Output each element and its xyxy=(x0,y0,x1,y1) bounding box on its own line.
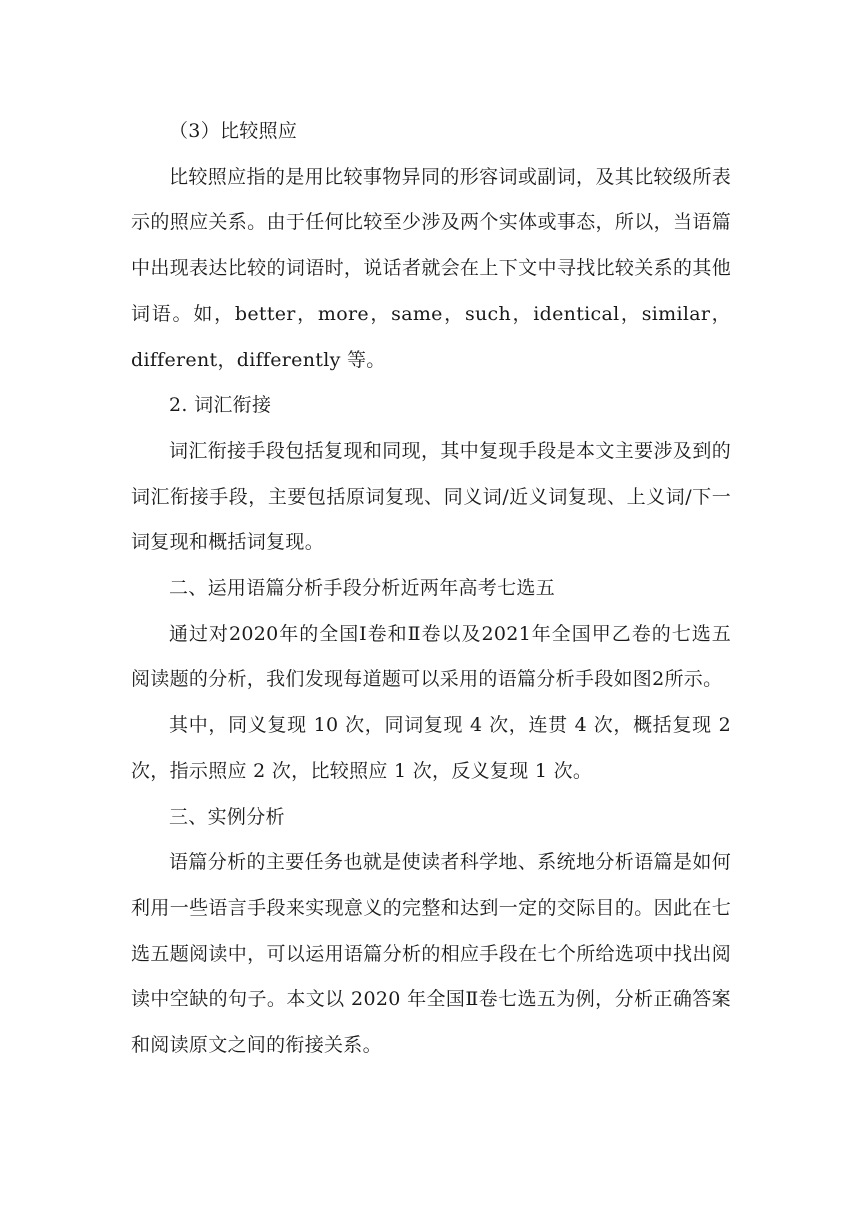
section-heading-three: 三、实例分析 xyxy=(169,805,285,828)
section-heading-lexical-cohesion: 2. 词汇衔接 xyxy=(169,394,272,417)
paragraph-case-analysis: 语篇分析的主要任务也就是使读者科学地、系统地分析语篇是如何利用一些语言手段来实现意义的完整和达到一定的交际目的。因此在七选五题阅读中，可以运用语篇分析的相应手段在七个所给选项中找出阅读中空缺的句子。本文以 2020 年全国Ⅱ卷七选五为例，分析正确答案和阅读原文之间的衔接关系。 xyxy=(131,851,731,1057)
document-body xyxy=(131,109,731,1069)
section-heading-two: 二、运用语篇分析手段分析近两年高考七选五 xyxy=(169,577,556,600)
paragraph-comparative-reference: 比较照应指的是用比较事物异同的形容词或副词，及其比较级所表示的照应关系。由于任何比较至少涉及两个实体或事态，所以，当语篇中出现表达比较的词语时，说话者就会在上下文中寻找比较关系的其他词语。如，better，more，same，such，identical，similar，different，differently 等。 xyxy=(131,165,731,371)
paragraph-analysis-overview: 通过对2020年的全国Ⅰ卷和Ⅱ卷以及2021年全国甲乙卷的七选五阅读题的分析，我们发现每道题可以采用的语篇分析手段如图2所示。 xyxy=(131,622,731,691)
paragraph-counts: 其中，同义复现 10 次，同词复现 4 次，连贯 4 次，概括复现 2 次，指示照应 2 次，比较照应 1 次，反义复现 1 次。 xyxy=(131,714,731,782)
subsection-heading-comparative-reference: （3）比较照应 xyxy=(169,120,298,142)
paragraph-lexical-cohesion: 词汇衔接手段包括复现和同现，其中复现手段是本文主要涉及到的词汇衔接手段，主要包括原词复现、同义词/近义词复现、上义词/下一词复现和概括词复现。 xyxy=(131,439,731,554)
